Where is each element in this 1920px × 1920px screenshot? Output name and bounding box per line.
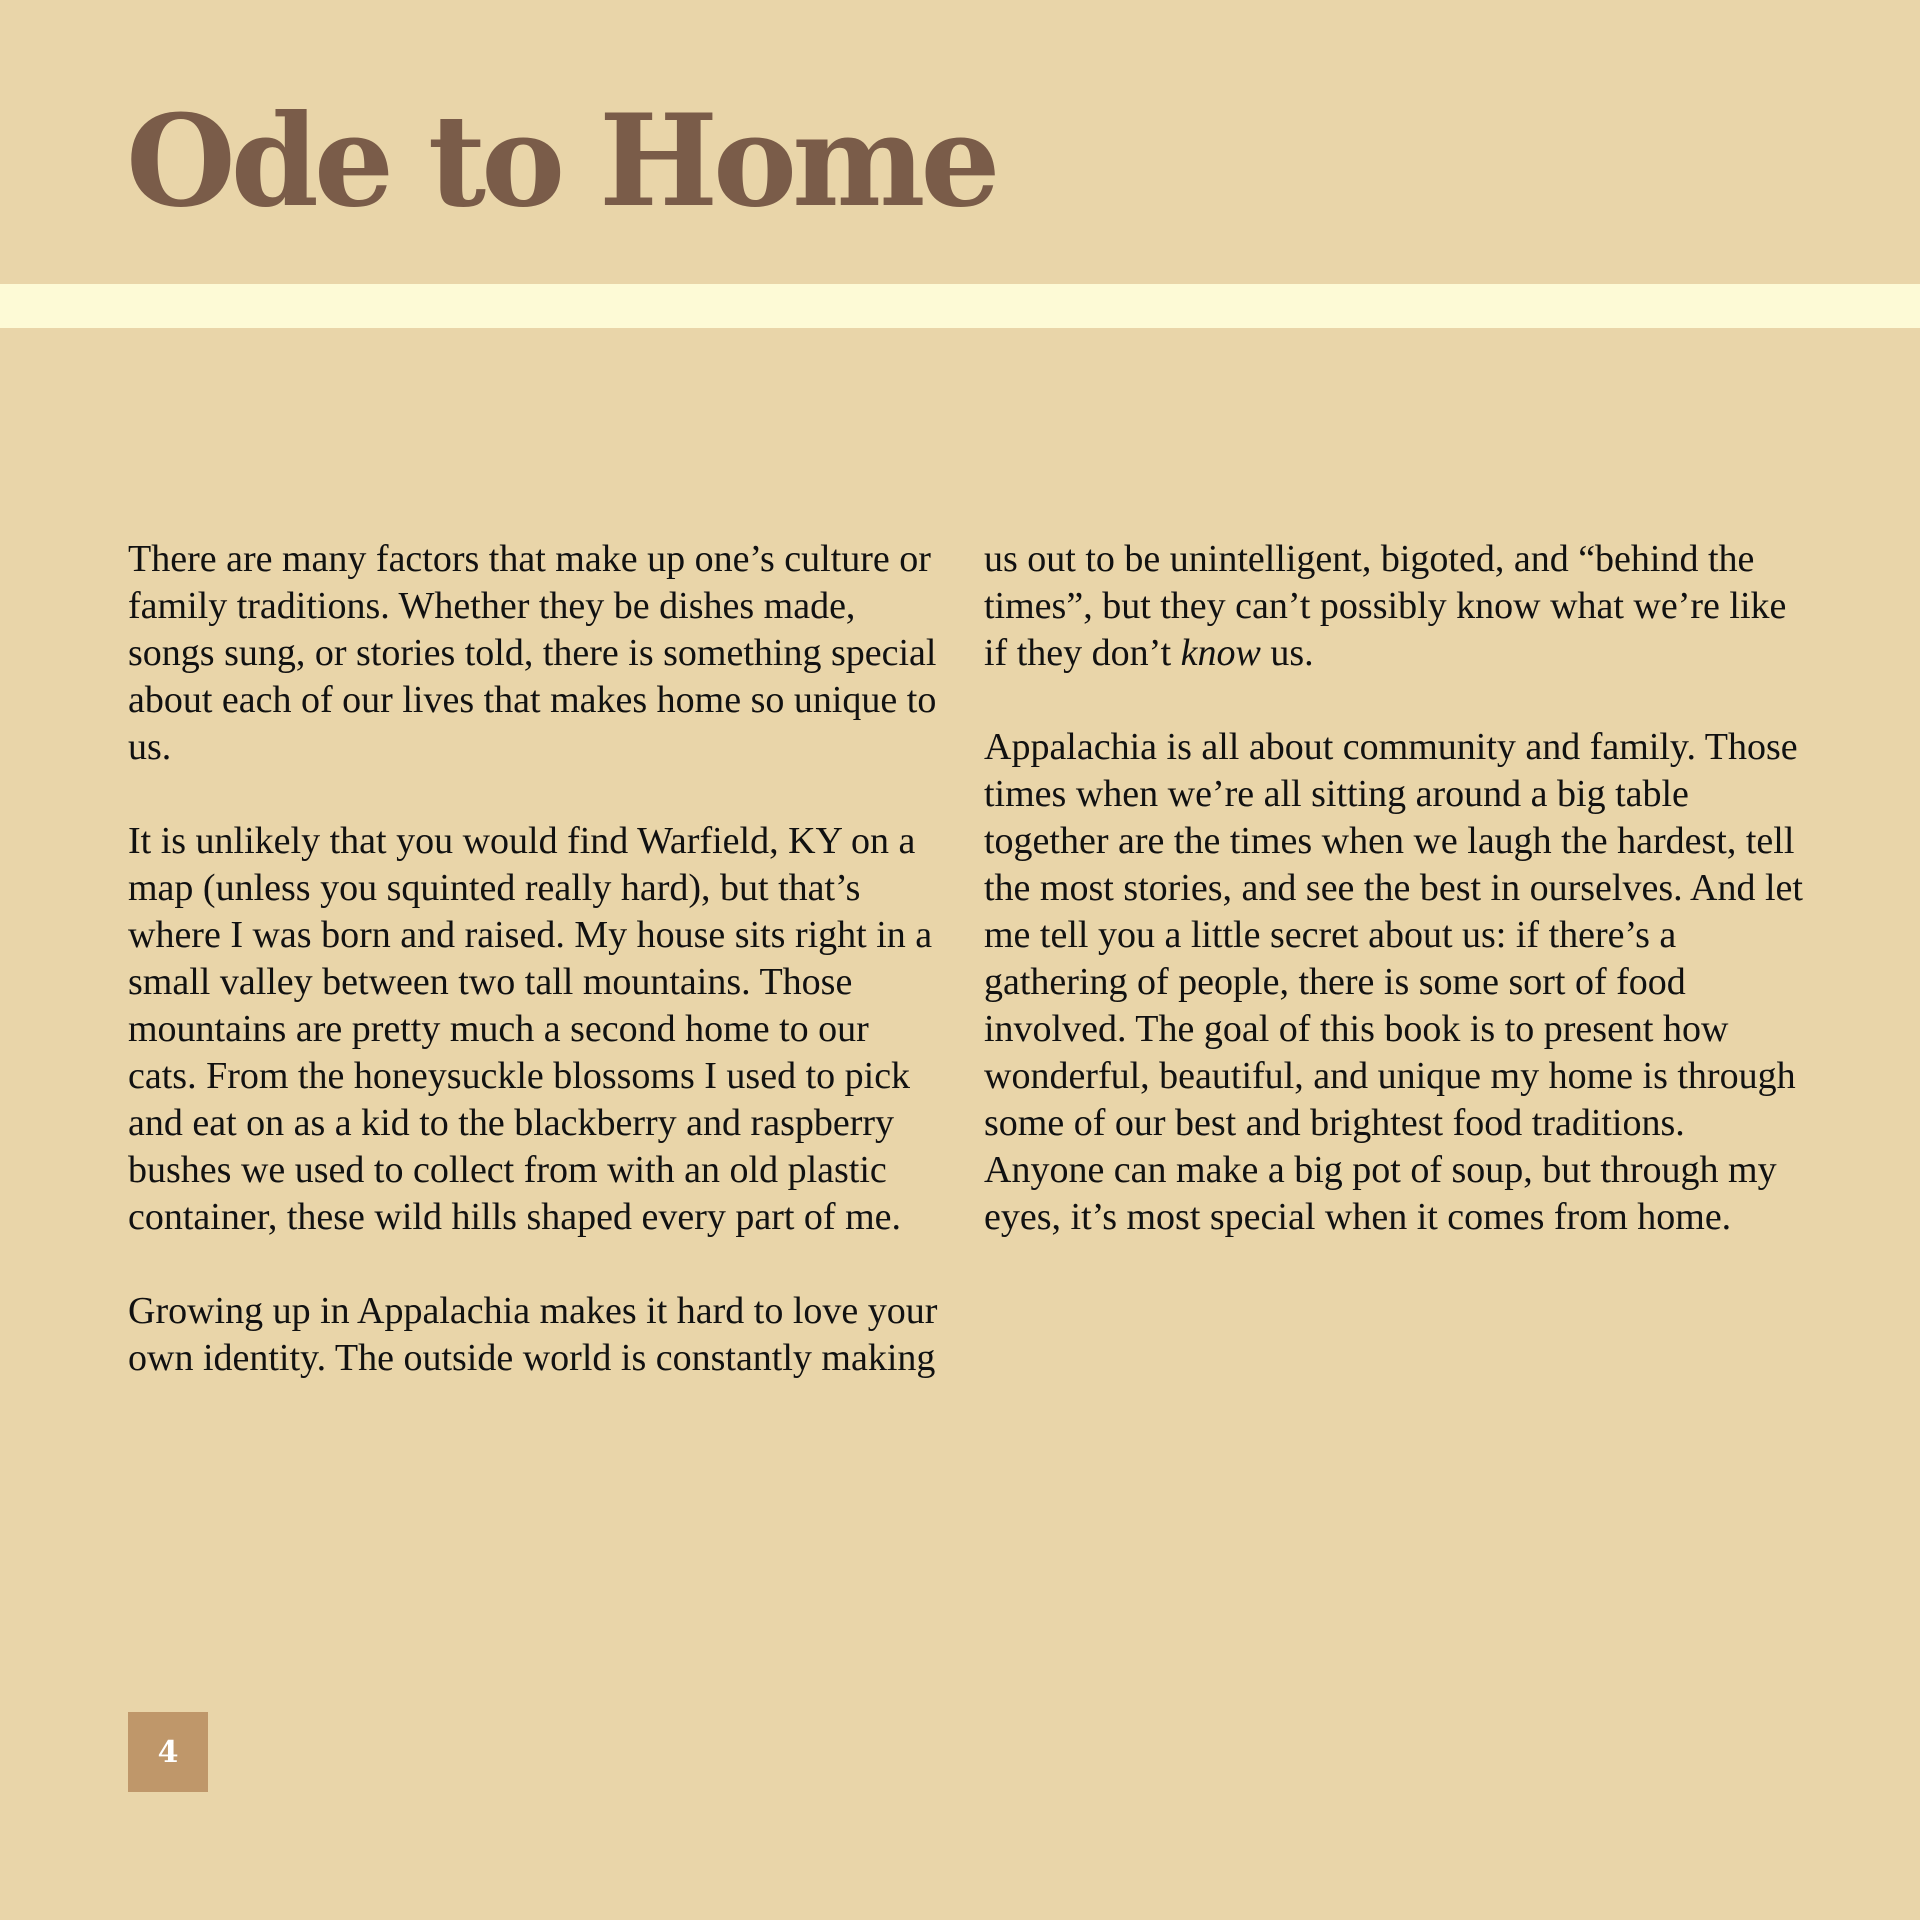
header-band xyxy=(0,284,1920,328)
continued-text-end: us. xyxy=(1260,632,1314,674)
left-column xyxy=(128,536,938,1429)
continued-text-start: us out to be unintelligent, bigoted, and “behind the times”, but they can’t possibly know what we’re like if they don’t xyxy=(984,538,1787,674)
body-paragraph: It is unlikely that you would find Warfield, KY on a map (unless you squinted really hard), but that’s where I was born and raised. My house sits right in a small valley between two tall mountains. Those mountains are pretty much a second home to our cats. From the honeysuckle blossoms I used to pick and eat on as a kid to the blackberry and raspberry bushes we used to collect from with an old plastic container, these wild hills shaped every part of me. xyxy=(128,820,933,1238)
right-column xyxy=(984,536,1804,1288)
body-paragraph: Appalachia is all about community and family. Those times when we’re all sitting around a big table together are the times when we laugh the hardest, tell the most stories, and see the best in ourselves. And let me tell you a little secret about us: if there’s a gathering of people, there is some sort of food involved. The goal of this book is to present how wonderful, beautiful, and unique my home is through some of our best and brightest food traditions. Anyone can make a big pot of soup, but through my eyes, it’s most special when it comes from home. xyxy=(984,726,1803,1238)
continued-paragraph xyxy=(984,536,1804,677)
body-paragraph: Growing up in Appalachia makes it hard to love your own identity. The outside world is constantly making xyxy=(128,1290,938,1379)
body-paragraph: There are many factors that make up one’s culture or family traditions. Whether they be dishes made, songs sung, or stories told, there is something special about each of our lives that makes home so unique to us. xyxy=(128,538,937,768)
page-number-badge xyxy=(128,1712,208,1792)
page-title: Ode to Home xyxy=(126,87,996,235)
page-number: 4 xyxy=(157,1734,179,1770)
emphasis-know: know xyxy=(1180,632,1261,674)
